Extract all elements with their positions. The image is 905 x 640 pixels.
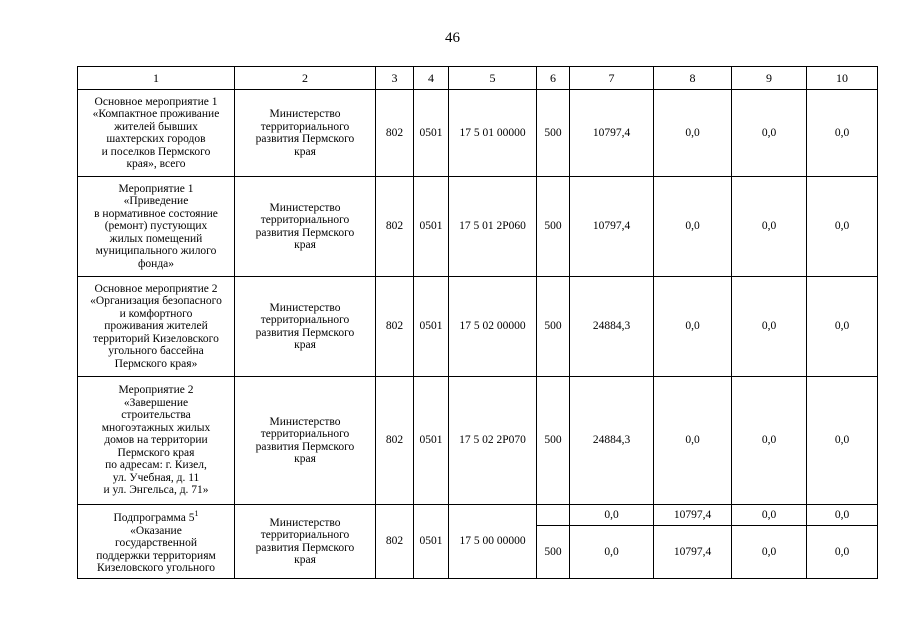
description-cell <box>78 505 235 579</box>
expense-type-cell: 500 <box>537 90 570 177</box>
description-line: фонда» <box>137 257 175 270</box>
organization-line: Министерство <box>269 301 341 314</box>
organization-line: территориального <box>260 529 350 541</box>
description-line: «Компактное проживание <box>92 108 220 120</box>
header-cell: 3 <box>376 67 414 90</box>
superscript-mark: 1 <box>194 509 199 519</box>
description-line <box>80 508 232 524</box>
amount-cell: 24884,3 <box>570 377 654 505</box>
amount-cell: 0,0 <box>807 505 878 526</box>
organization-line: края <box>294 145 316 158</box>
amount-cell: 24884,3 <box>570 277 654 377</box>
organization-line: территориального <box>260 428 350 440</box>
description-line: Пермского края» <box>114 357 198 370</box>
description-line: «Оказание <box>130 524 182 537</box>
organization-line: Министерство <box>269 108 341 120</box>
description-cell <box>78 90 235 177</box>
section-code-cell: 0501 <box>414 505 449 579</box>
header-cell: 9 <box>732 67 807 90</box>
header-cell: 5 <box>449 67 537 90</box>
amount-cell: 0,0 <box>732 377 807 505</box>
description-line: в нормативное состояние <box>94 207 218 220</box>
target-article-cell: 17 5 02 2Р070 <box>449 377 537 505</box>
description-line: поддержки территориям <box>96 549 216 562</box>
description-line: шахтерских городов <box>106 133 206 145</box>
description-line: края», всего <box>126 158 186 170</box>
organization-cell <box>235 90 376 177</box>
organization-line: Министерство <box>269 415 341 428</box>
organization-line: развития Пермского <box>255 440 355 453</box>
organization-line: края <box>294 453 316 465</box>
amount-cell: 0,0 <box>807 90 878 177</box>
amount-cell: 10797,4 <box>570 177 654 277</box>
header-row <box>78 67 878 90</box>
description-line: жилых помещений <box>109 232 203 245</box>
description-line: Основное мероприятие 1 <box>94 95 218 108</box>
description-line: Пермского края <box>117 446 195 459</box>
expense-type-cell: 500 <box>537 377 570 505</box>
organization-line: территориального <box>260 314 350 326</box>
amount-cell: 0,0 <box>732 277 807 377</box>
organization-cell <box>235 505 376 579</box>
header-cell: 6 <box>537 67 570 90</box>
ministry-code-cell: 802 <box>376 505 414 579</box>
description-cell <box>78 277 235 377</box>
organization-cell <box>235 277 376 377</box>
table-row <box>78 177 878 277</box>
description-line: Кизеловского угольного <box>96 562 216 575</box>
section-code-cell: 0501 <box>414 277 449 377</box>
description-line: строительства <box>121 409 191 422</box>
organization-line: края <box>294 239 316 251</box>
ministry-code-cell: 802 <box>376 177 414 277</box>
target-article-cell: 17 5 01 00000 <box>449 90 537 177</box>
description-line: «Организация безопасного <box>90 295 222 308</box>
target-article-cell: 17 5 02 00000 <box>449 277 537 377</box>
header-cell: 8 <box>654 67 732 90</box>
description-line: домов на территории <box>104 434 208 447</box>
amount-cell: 0,0 <box>807 177 878 277</box>
expense-type-cell: 500 <box>537 277 570 377</box>
organization-line: края <box>294 554 316 566</box>
header-cell: 2 <box>235 67 376 90</box>
section-code-cell: 0501 <box>414 90 449 177</box>
description-line: муниципального жилого <box>95 245 217 258</box>
budget-table <box>77 66 878 579</box>
amount-cell: 10797,4 <box>654 526 732 579</box>
description-line: по адресам: г. Кизел, <box>105 459 207 472</box>
amount-cell: 0,0 <box>732 526 807 579</box>
amount-cell: 0,0 <box>732 90 807 177</box>
header-cell: 1 <box>78 67 235 90</box>
ministry-code-cell: 802 <box>376 90 414 177</box>
organization-line: территориального <box>260 214 350 226</box>
description-line: и комфортного <box>119 307 193 320</box>
expense-type-cell: 500 <box>537 526 570 579</box>
description-line: многоэтажных жилых <box>101 421 211 434</box>
description-line: жителей бывших <box>114 120 198 133</box>
section-code-cell: 0501 <box>414 377 449 505</box>
description-line: проживания жителей <box>104 320 208 333</box>
organization-line: развития Пермского <box>255 541 355 554</box>
ministry-code-cell: 802 <box>376 377 414 505</box>
organization-line: развития Пермского <box>255 133 355 145</box>
amount-cell: 0,0 <box>570 526 654 579</box>
header-cell: 10 <box>807 67 878 90</box>
table-row <box>78 377 878 505</box>
description-line: территорий Кизеловского <box>93 332 219 345</box>
table-row <box>78 505 878 526</box>
description-line: «Завершение <box>123 396 189 409</box>
amount-cell: 0,0 <box>654 277 732 377</box>
description-line: Мероприятие 2 <box>118 384 194 397</box>
description-line: государственной <box>115 537 197 550</box>
amount-cell: 10797,4 <box>570 90 654 177</box>
organization-line: края <box>294 339 316 351</box>
amount-cell: 0,0 <box>732 177 807 277</box>
description-cell <box>78 377 235 505</box>
ministry-code-cell: 802 <box>376 277 414 377</box>
header-cell: 7 <box>570 67 654 90</box>
amount-cell: 0,0 <box>570 505 654 526</box>
expense-type-cell <box>537 505 570 526</box>
description-line: «Приведение <box>123 195 189 208</box>
amount-cell: 0,0 <box>807 526 878 579</box>
target-article-cell: 17 5 00 00000 <box>449 505 537 579</box>
target-article-cell: 17 5 01 2Р060 <box>449 177 537 277</box>
page-number: 46 <box>445 30 460 46</box>
description-line: (ремонт) пустующих <box>104 220 208 233</box>
description-line: ул. Учебная, д. 11 <box>112 471 200 484</box>
description-line: Основное мероприятие 2 <box>94 282 218 295</box>
description-line: Мероприятие 1 <box>118 182 194 195</box>
header-cell: 4 <box>414 67 449 90</box>
organization-line: развития Пермского <box>255 326 355 339</box>
organization-line: Министерство <box>269 516 341 529</box>
organization-cell <box>235 377 376 505</box>
description-cell <box>78 177 235 277</box>
description-line: и ул. Энгельса, д. 71» <box>103 484 209 497</box>
organization-line: развития Пермского <box>255 226 355 239</box>
table-row <box>78 277 878 377</box>
organization-line: Министерство <box>269 201 341 214</box>
amount-cell: 0,0 <box>807 277 878 377</box>
amount-cell: 0,0 <box>654 377 732 505</box>
description-line: угольного бассейна <box>108 345 204 358</box>
section-code-cell: 0501 <box>414 177 449 277</box>
amount-cell: 0,0 <box>807 377 878 505</box>
subprogram-title: Подпрограмма 5 <box>113 512 195 525</box>
table-row <box>78 90 878 177</box>
amount-cell: 10797,4 <box>654 505 732 526</box>
amount-cell: 0,0 <box>654 90 732 177</box>
expense-type-cell: 500 <box>537 177 570 277</box>
organization-cell <box>235 177 376 277</box>
amount-cell: 0,0 <box>732 505 807 526</box>
description-line: и поселков Пермского <box>101 145 211 158</box>
amount-cell: 0,0 <box>654 177 732 277</box>
organization-line: территориального <box>260 120 350 133</box>
